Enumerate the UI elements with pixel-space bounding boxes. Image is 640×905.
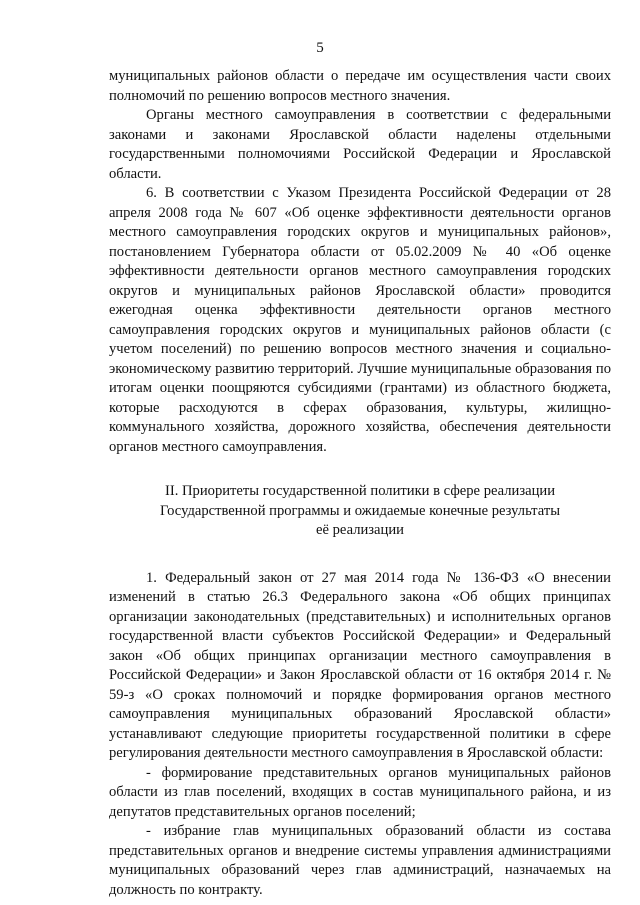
paragraph-item-6: 6. В соответствии с Указом Президента Российской Федерации от 28 апреля 2008 года № 607 «Об оценке эффективности деятельности органов местного самоуправления городских округов и муниципальных районов», постановлением Губернатора области от 05.02.2009 № 40 «Об оценке эффективности деятельности органов местного самоуправления городских округов и муниципальных районов Ярославской области» проводится ежегодная оценка эффективности деятельности органов местного самоуправления городских округов и муниципальных районов области (с учетом поселений) по решению вопросов местного значения и социально-экономическому развитию территорий. Лучшие муниципальные образования по итогам оценки поощряются субсидиями (грантами) из областного бюджета, которые расходуются в сферах образования, культуры, жилищно-коммунального хозяйства, дорожного хозяйства, обеспечения деятельности органов местного самоуправления. bbox=[109, 185, 611, 455]
list-item: - избрание глав муниципальных образований области из состава представительных органов и внедрение системы управления администрациями муниципальных образований через глав администраций, назначаемых на должность по контракту. bbox=[109, 823, 611, 898]
spacer bbox=[109, 541, 611, 569]
page-number: 5 bbox=[316, 40, 324, 56]
section-heading bbox=[109, 482, 611, 541]
section-heading-line: её реализации bbox=[316, 522, 404, 538]
document-body bbox=[109, 67, 611, 900]
section-heading-line: II. Приоритеты государственной политики в сфере реализации bbox=[164, 483, 556, 499]
paragraph-item-1: 1. Федеральный закон от 27 мая 2014 года № 136-ФЗ «О внесении изменений в статью 26.3 Федерального закона «Об общих принципах организации законодательных (представительных) и исполнительных органов государственной власти субъектов Российской Федерации» и Федеральный закон «Об общих принципах организации местного самоуправления в Российской Федерации» и Закон Ярославской области от 16 октября 2014 г. № 59-з «О сроках полномочий и порядке формирования органов местного самоуправления муниципальных образований Ярославской области» устанавливают следующие приоритеты государственной политики в сфере регулирования деятельности местного самоуправления в Ярославской области: bbox=[109, 569, 611, 761]
paragraph-continuation: муниципальных районов области о передаче им осуществления части своих полномочий по решению вопросов местного значения. bbox=[109, 68, 611, 104]
section-heading-line: Государственной программы и ожидаемые конечные результаты bbox=[159, 502, 561, 519]
paragraph-authorities: Органы местного самоуправления в соответствии с федеральными законами и законами Ярославской области наделены отдельными государственными полномочиями Российской Федерации и Ярославской области. bbox=[109, 107, 611, 182]
list-item: - формирование представительных органов муниципальных районов области из глав поселений, входящих в состав муниципального района, и из депутатов представительных органов поселений; bbox=[109, 764, 611, 820]
